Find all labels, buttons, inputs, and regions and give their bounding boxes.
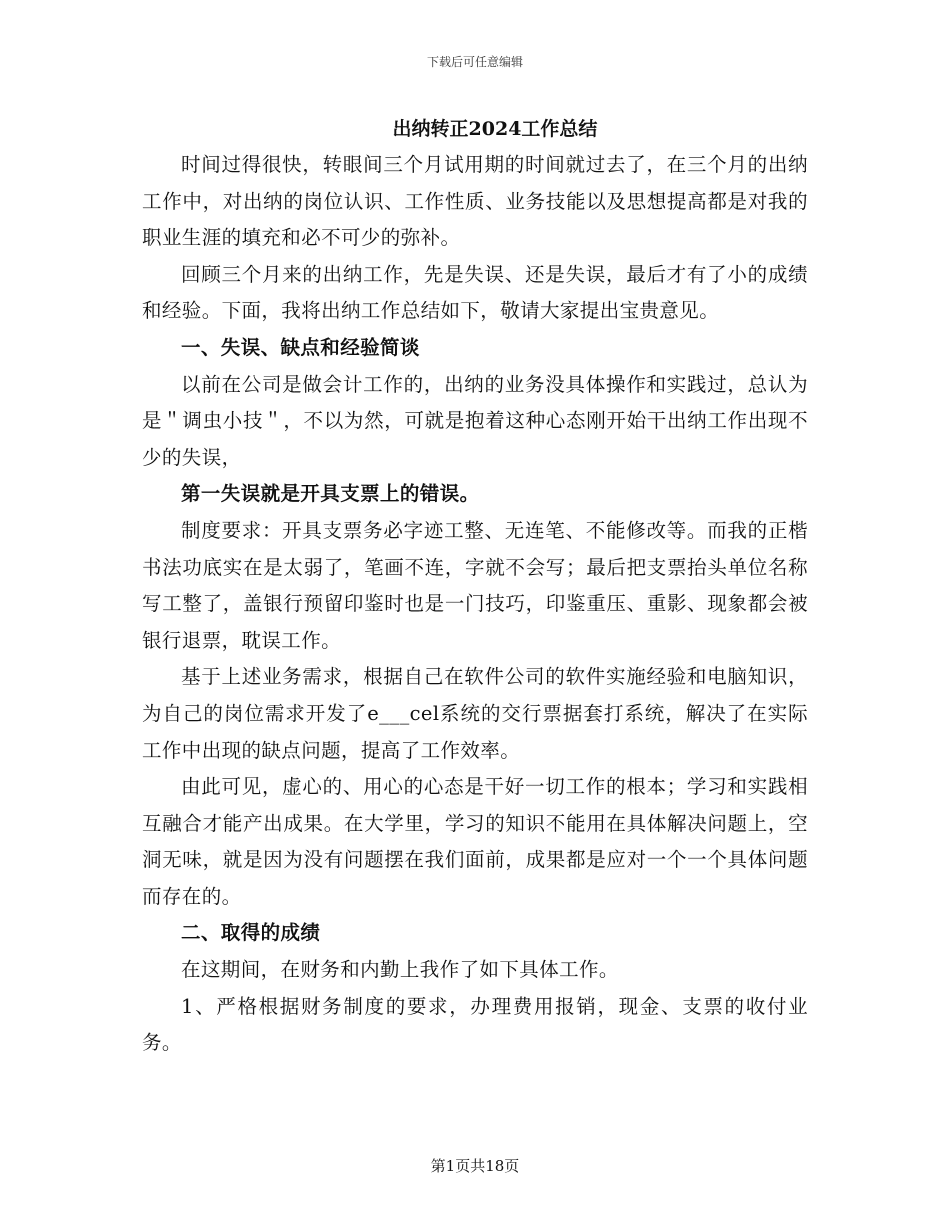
page-header-note: 下载后可任意编辑 [426, 55, 523, 69]
paragraph-item-1: 1、严格根据财务制度的要求，办理费用报销，现金、支票的收付业务。 [142, 994, 808, 1055]
paragraph-check-requirements: 制度要求：开具支票务必字迹工整、无连笔、不能修改等。而我的正楷书法功底实在是太弱了，笔画不连，字就不会写；最后把支票抬头单位名称写工整了，盖银行预留印鉴时也是一门技巧，印鉴重压、重影、现象都会被银行退票，耽误工作。 [142, 518, 808, 652]
subheading-first-mistake: 第一失误就是开具支票上的错误。 [181, 482, 480, 506]
paragraph-work-intro: 在这期间，在财务和内勤上我作了如下具体工作。 [181, 958, 619, 982]
paragraph-conclusion: 由此可见，虚心的、用心的心态是干好一切工作的根本；学习和实践相互融合才能产出成果。在大学里，学习的知识不能用在具体解决问题上，空洞无味，就是因为没有问题摆在我们面前，成果都是应对一个一个具体问题而存在的。 [142, 775, 808, 908]
section-heading-achievements: 二、取得的成绩 [181, 921, 321, 945]
paragraph-accounting-background: 以前在公司是做会计工作的，出纳的业务没具体操作和实践过，总认为是＂调虫小技＂，不以为然，可就是抱着这种心态刚开始干出纳工作出现不少的失误， [142, 372, 808, 469]
section-heading-mistakes: 一、失误、缺点和经验简谈 [181, 335, 420, 359]
paragraph-intro: 时间过得很快，转眼间三个月试用期的时间就过去了，在三个月的出纳工作中，对出纳的岗位认识、工作性质、业务技能以及思想提高都是对我的职业生涯的填充和必不可少的弥补。 [142, 153, 808, 250]
paragraph-review: 回顾三个月来的出纳工作，先是失误、还是失误，最后才有了小的成绩和经验。下面，我将出纳工作总结如下，敬请大家提出宝贵意见。 [142, 262, 808, 323]
document-body [142, 147, 808, 1062]
paragraph-printing-system: 基于上述业务需求，根据自己在软件公司的软件实施经验和电脑知识，为自己的岗位需求开发了e___cel系统的交行票据套打系统，解决了在实际工作中出现的缺点问题，提高了工作效率。 [142, 665, 808, 762]
page-number: 第1页共18页 [430, 1157, 520, 1175]
document-title: 出纳转正2024工作总结 [392, 118, 598, 140]
